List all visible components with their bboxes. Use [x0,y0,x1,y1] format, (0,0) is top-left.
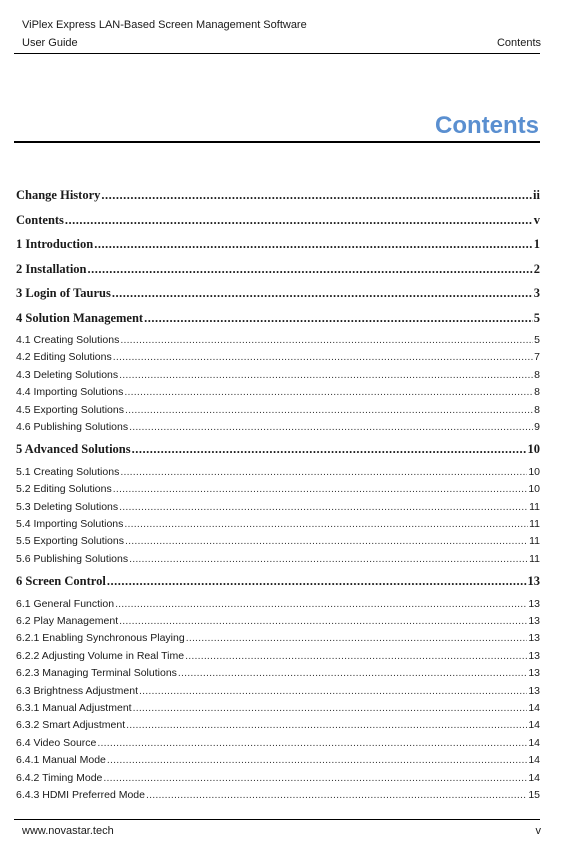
toc-entry-page: 14 [528,719,540,732]
toc-entry-chapter[interactable] [16,285,540,310]
toc-entry-label: 6.3.2 Smart Adjustment [16,719,126,732]
toc-entry-label: 6 Screen Control [16,574,106,589]
toc-dot-leader [119,615,527,628]
toc-dot-leader [124,518,528,531]
toc-entry-chapter[interactable] [16,310,540,335]
toc-entry-page: 5 [533,310,540,325]
toc-dot-leader [120,466,527,479]
table-of-contents [16,187,540,806]
toc-dot-leader [144,310,533,326]
toc-entry-page: 11 [529,518,540,531]
footer-website: www.novastar.tech [22,825,114,837]
toc-entry-label: Change History [16,188,101,202]
toc-entry-section[interactable] [16,483,540,500]
toc-entry-page: 10 [528,483,540,496]
toc-entry-page: ii [533,188,540,202]
toc-entry-page: 1 [533,237,540,251]
toc-entry-label: 6.4.1 Manual Mode [16,754,106,767]
toc-entry-label: 4 Solution Management [16,310,144,325]
toc-entry-chapter[interactable] [16,441,540,466]
toc-dot-leader [185,650,527,663]
toc-entry-label: 2 Installation [16,261,87,276]
toc-entry-label: Contents [16,212,64,227]
toc-entry-section[interactable] [16,667,540,684]
toc-entry-section[interactable] [16,535,540,552]
toc-entry-chapter[interactable] [16,236,540,261]
toc-dot-leader [119,501,528,514]
toc-entry-page: 14 [528,702,540,715]
toc-entry-section[interactable] [16,702,540,719]
toc-entry-page: 2 [533,261,540,276]
toc-dot-leader [146,789,527,802]
toc-entry-section[interactable] [16,719,540,736]
toc-entry-section[interactable] [16,404,540,421]
toc-entry-label: 5.5 Exporting Solutions [16,535,124,548]
toc-dot-leader [124,386,533,399]
toc-dot-leader [103,772,527,785]
toc-entry-label: 4.4 Importing Solutions [16,386,124,399]
toc-entry-label: 6.2 Play Management [16,615,119,628]
toc-dot-leader [113,483,528,496]
page-title: Contents [435,112,539,139]
toc-dot-leader [132,441,527,457]
toc-entry-label: 4.3 Deleting Solutions [16,368,119,381]
header-product-title: ViPlex Express LAN-Based Screen Management Software [22,19,307,31]
toc-dot-leader [129,553,528,566]
toc-dot-leader [126,719,527,732]
toc-entry-chapter[interactable] [16,212,540,237]
header-second-line [22,37,541,50]
toc-entry-label: 6.3.1 Manual Adjustment [16,702,132,715]
toc-entry-label: 5.3 Deleting Solutions [16,500,119,513]
toc-entry-page: 13 [528,684,540,697]
toc-entry-label: 4.5 Exporting Solutions [16,403,124,416]
toc-entry-label: 6.4.3 HDMI Preferred Mode [16,788,145,801]
toc-entry-label: 5.6 Publishing Solutions [16,552,129,565]
toc-entry-page: 11 [529,500,540,513]
toc-entry-label: 5.2 Editing Solutions [16,483,112,496]
toc-dot-leader [120,334,533,347]
toc-entry-label: 1 Introduction [16,237,94,251]
toc-entry-page: 9 [534,420,540,433]
toc-dot-leader [107,754,527,767]
toc-entry-section[interactable] [16,632,540,649]
toc-entry-page: 8 [534,386,540,399]
toc-entry-label: 4.6 Publishing Solutions [16,420,129,433]
toc-entry-label: 4.1 Creating Solutions [16,334,120,346]
toc-entry-page: 13 [528,649,540,662]
toc-dot-leader [139,685,527,698]
toc-entry-section[interactable] [16,466,540,483]
toc-dot-leader [125,404,533,417]
toc-entry-chapter[interactable] [16,187,540,212]
toc-dot-leader [113,351,533,364]
toc-entry-label: 6.2.3 Managing Terminal Solutions [16,667,177,680]
toc-entry-page: 10 [527,442,540,457]
header-doc-type: User Guide [22,37,78,49]
toc-dot-leader [186,632,528,645]
toc-entry-page: 8 [534,368,540,381]
toc-entry-page: 8 [534,403,540,416]
toc-dot-leader [88,261,533,277]
toc-entry-section[interactable] [16,685,540,702]
toc-entry-section[interactable] [16,421,540,438]
toc-dot-leader [94,236,533,252]
toc-entry-page: 13 [528,597,540,610]
toc-dot-leader [112,285,533,301]
header-divider [14,53,540,54]
toc-dot-leader [119,369,533,382]
toc-entry-page: 13 [527,574,540,589]
toc-entry-section[interactable] [16,598,540,615]
toc-entry-page: 14 [528,771,540,784]
toc-entry-section[interactable] [16,615,540,632]
toc-dot-leader [107,573,527,589]
toc-entry-page: 14 [528,736,540,749]
toc-entry-label: 4.2 Editing Solutions [16,351,112,364]
toc-entry-page: 5 [534,334,540,346]
toc-entry-section[interactable] [16,789,540,806]
toc-entry-section[interactable] [16,754,540,771]
toc-dot-leader [133,702,528,715]
toc-entry-label: 3 Login of Taurus [16,286,111,300]
toc-entry-page: 14 [528,754,540,767]
toc-entry-label: 6.3 Brightness Adjustment [16,684,138,697]
toc-entry-page: 13 [528,667,540,680]
toc-dot-leader [65,212,533,228]
toc-entry-page: 11 [529,552,540,565]
toc-dot-leader [129,421,533,434]
header-section: Contents [496,37,541,49]
toc-entry-page: 15 [528,788,540,801]
toc-entry-section[interactable] [16,386,540,403]
toc-entry-section[interactable] [16,737,540,754]
toc-entry-page: 7 [534,351,540,364]
toc-entry-chapter[interactable] [16,573,540,598]
toc-entry-label: 6.4 Video Source [16,736,97,749]
toc-entry-page: 13 [528,615,540,628]
toc-entry-page: 3 [533,286,540,300]
toc-entry-page: 11 [529,535,540,548]
title-divider [14,141,540,143]
toc-entry-page: 10 [528,465,540,478]
toc-entry-label: 6.2.1 Enabling Synchronous Playing [16,632,185,645]
toc-entry-label: 5 Advanced Solutions [16,442,131,457]
footer-page-number: v [535,825,541,837]
toc-entry-page: 13 [528,632,540,645]
toc-dot-leader [125,535,528,548]
toc-entry-section[interactable] [16,553,540,570]
toc-entry-label: 5.1 Creating Solutions [16,465,120,478]
toc-entry-label: 6.4.2 Timing Mode [16,771,103,784]
toc-dot-leader [178,667,527,680]
toc-entry-section[interactable] [16,334,540,351]
toc-entry-label: 5.4 Importing Solutions [16,518,124,531]
toc-entry-chapter[interactable] [16,261,540,286]
footer-divider [14,819,540,820]
toc-entry-section[interactable] [16,501,540,518]
toc-entry-section[interactable] [16,650,540,667]
toc-entry-section[interactable] [16,351,540,368]
toc-dot-leader [97,737,527,750]
footer [22,825,541,837]
toc-entry-label: 6.1 General Function [16,597,115,610]
toc-entry-label: 6.2.2 Adjusting Volume in Real Time [16,649,185,662]
toc-entry-section[interactable] [16,772,540,789]
toc-dot-leader [115,598,527,611]
toc-entry-section[interactable] [16,369,540,386]
toc-entry-section[interactable] [16,518,540,535]
toc-dot-leader [101,187,532,203]
toc-entry-page: v [533,212,540,227]
